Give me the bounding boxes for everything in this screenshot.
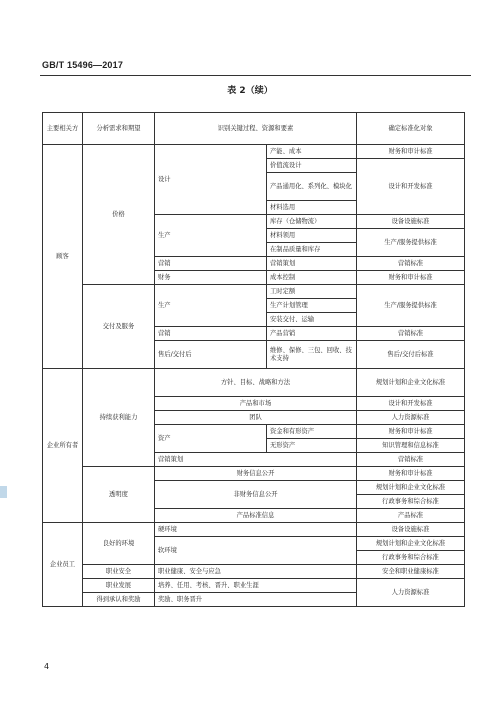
standard-cell: 人力资源标准	[357, 411, 465, 425]
standard-cell: 设计和开发标准	[357, 397, 465, 411]
process-cell: 产品和市场	[155, 397, 357, 411]
process-cell: 非财务信息公开	[155, 481, 357, 509]
requirement-cell: 良好的环境	[83, 523, 155, 565]
table-header-row	[43, 113, 465, 145]
table-row	[43, 565, 465, 579]
standard-cell: 行政事务和综合标准	[357, 495, 465, 509]
process-cell: 营销	[155, 257, 267, 271]
requirement-cell: 持续获利能力	[83, 369, 155, 467]
standard-cell: 财务和审计标准	[357, 425, 465, 439]
requirement-cell: 得到承认和奖励	[83, 593, 155, 607]
process-cell: 资产	[155, 425, 267, 453]
standard-cell: 安全和职业健康标准	[357, 565, 465, 579]
process-cell: 生产	[155, 285, 267, 327]
header-cell: 确定标准化对象	[357, 113, 465, 145]
standard-cell: 生产/服务提供标准	[357, 285, 465, 327]
process-cell: 奖励、职务晋升	[155, 593, 357, 607]
standard-cell: 行政事务和综合标准	[357, 551, 465, 565]
resource-cell: 生产计划管理	[267, 299, 357, 313]
standard-cell: 营销标准	[357, 453, 465, 467]
standardization-table	[42, 112, 465, 607]
process-cell: 设计	[155, 145, 267, 215]
standard-cell: 营销标准	[357, 327, 465, 341]
standard-cell: 设备设施标准	[357, 523, 465, 537]
process-cell: 产品标准信息	[155, 509, 357, 523]
stakeholder-cell: 顾客	[43, 145, 83, 369]
resource-cell: 在制品质量和库存	[267, 243, 357, 257]
standard-cell: 产品标准	[357, 509, 465, 523]
resource-cell: 资金和有形资产	[267, 425, 357, 439]
process-cell: 生产	[155, 215, 267, 257]
process-cell: 方针、目标、战略和方法	[155, 369, 357, 397]
standard-cell: 规划计划和企业文化标准	[357, 369, 465, 397]
page-number: 4	[44, 662, 50, 671]
standard-cell: 知识管理和信息标准	[357, 439, 465, 453]
table-row	[43, 285, 465, 299]
table-row	[43, 467, 465, 481]
standard-cell: 规划计划和企业文化标准	[357, 481, 465, 495]
requirement-cell: 交付及服务	[83, 285, 155, 369]
standard-cell: 人力资源标准	[357, 579, 465, 607]
resource-cell: 无形资产	[267, 439, 357, 453]
resource-cell: 成本控制	[267, 271, 357, 285]
resource-cell: 维修、保修、三包、回收、技术支持	[267, 341, 357, 369]
header-cell: 分析需求和期望	[83, 113, 155, 145]
resource-cell: 工时定额	[267, 285, 357, 299]
process-cell: 职业健康、安全与应急	[155, 565, 357, 579]
standard-cell: 设备设施标准	[357, 215, 465, 229]
standard-cell: 规划计划和企业文化标准	[357, 537, 465, 551]
process-cell: 硬环境	[155, 523, 357, 537]
resource-cell: 材料领用	[267, 229, 357, 243]
process-cell: 团队	[155, 411, 357, 425]
standard-cell: 设计和开发标准	[357, 159, 465, 215]
process-cell: 营销	[155, 327, 267, 341]
standard-cell: 售后/交付后标准	[357, 341, 465, 369]
scan-edge-mark	[0, 486, 7, 498]
standard-cell: 财务和审计标准	[357, 271, 465, 285]
resource-cell: 库存（仓储物流）	[267, 215, 357, 229]
resource-cell: 产品通用化、系列化、模块化	[267, 173, 357, 201]
process-cell: 培养、任用、考核、晋升、职业生涯	[155, 579, 357, 593]
standard-cell: 生产/服务提供标准	[357, 229, 465, 257]
standard-cell: 营销标准	[357, 257, 465, 271]
table-row	[43, 523, 465, 537]
standard-cell: 财务和审计标准	[357, 145, 465, 159]
resource-cell: 价值流设计	[267, 159, 357, 173]
standard-code: GB/T 15496—2017	[42, 60, 124, 70]
resource-cell: 安装交付、运输	[267, 313, 357, 327]
stakeholder-cell: 企业所有者	[43, 369, 83, 523]
requirement-cell: 价格	[83, 145, 155, 285]
requirement-cell: 职业发展	[83, 579, 155, 593]
header-cell: 识别关键过程、资源和要素	[155, 113, 357, 145]
stakeholder-cell: 企业员工	[43, 523, 83, 607]
process-cell: 财务	[155, 271, 267, 285]
header-rule	[40, 75, 471, 76]
requirement-cell: 透明度	[83, 467, 155, 523]
process-cell: 售后/交付后	[155, 341, 267, 369]
process-cell: 软环境	[155, 537, 357, 565]
requirement-cell: 职业安全	[83, 565, 155, 579]
resource-cell: 材料选用	[267, 201, 357, 215]
resource-cell: 产品营销	[267, 327, 357, 341]
process-cell: 营销策划	[155, 453, 357, 467]
standard-cell: 财务和审计标准	[357, 467, 465, 481]
process-cell: 财务信息公开	[155, 467, 357, 481]
table-row	[43, 145, 465, 159]
table-row	[43, 369, 465, 397]
resource-cell: 产能、成本	[267, 145, 357, 159]
header-cell: 主要相关方	[43, 113, 83, 145]
table-title: 表 2（续）	[227, 86, 273, 96]
table-row	[43, 579, 465, 593]
resource-cell: 营销策划	[267, 257, 357, 271]
